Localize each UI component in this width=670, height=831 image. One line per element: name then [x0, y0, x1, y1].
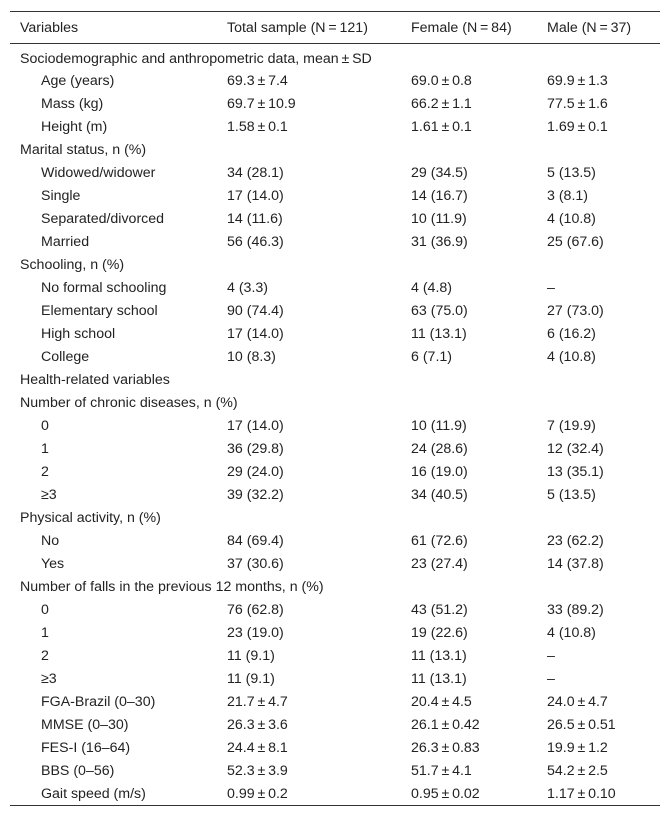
variable-cell: Mass (kg)	[41, 95, 104, 112]
variable-cell: Age (years)	[41, 72, 115, 89]
male-cell: 4 (10.8)	[547, 348, 596, 365]
table-body	[10, 44, 660, 806]
male-cell: 14 (37.8)	[547, 555, 604, 572]
female-cell: 19 (22.6)	[411, 624, 468, 641]
total-sample-cell: 34 (28.1)	[227, 164, 284, 181]
total-sample-cell: 23 (19.0)	[227, 624, 284, 641]
female-cell: 24 (28.6)	[411, 440, 468, 457]
total-sample-cell: 0.99 ± 0.2	[227, 785, 288, 802]
male-cell: 5 (13.5)	[547, 486, 596, 503]
female-cell: 10 (11.9)	[411, 210, 467, 227]
section-label: Number of chronic diseases, n (%)	[20, 394, 238, 411]
variable-cell: High school	[41, 325, 116, 342]
section-label: Physical activity, n (%)	[20, 509, 161, 526]
total-sample-cell: 39 (32.2)	[227, 486, 284, 503]
total-sample-cell: 26.3 ± 3.6	[227, 716, 288, 733]
female-cell: 10 (11.9)	[411, 417, 467, 434]
table-row	[10, 437, 660, 460]
variable-cell: 2	[41, 647, 49, 664]
male-cell: 27 (73.0)	[547, 302, 604, 319]
variable-cell: Elementary school	[41, 302, 158, 319]
female-cell: 61 (72.6)	[411, 532, 468, 549]
table-row	[10, 529, 660, 552]
variable-cell: Single	[41, 187, 81, 204]
variable-cell: FES-I (16–64)	[41, 739, 131, 756]
table-row	[10, 230, 660, 253]
section-row	[10, 506, 660, 529]
total-sample-cell: 69.7 ± 10.9	[227, 95, 296, 112]
characteristics-table-container	[10, 11, 660, 806]
variable-cell: College	[41, 348, 90, 365]
total-sample-cell: 24.4 ± 8.1	[227, 739, 288, 756]
male-cell: 33 (89.2)	[547, 601, 604, 618]
section-label: Number of falls in the previous 12 months, n (%)	[20, 578, 324, 595]
male-cell: 3 (8.1)	[547, 187, 589, 204]
total-sample-cell: 11 (9.1)	[227, 670, 275, 687]
female-cell: 63 (75.0)	[411, 302, 468, 319]
table-row	[10, 414, 660, 437]
section-row	[10, 253, 660, 276]
male-cell: 5 (13.5)	[547, 164, 596, 181]
female-cell: 4 (4.8)	[411, 279, 453, 296]
section-row	[10, 575, 660, 598]
female-cell: 34 (40.5)	[411, 486, 468, 503]
female-cell: 6 (7.1)	[411, 348, 453, 365]
male-cell: 12 (32.4)	[547, 440, 604, 457]
female-cell: 11 (13.1)	[411, 325, 467, 342]
male-cell: 54.2 ± 2.5	[547, 762, 608, 779]
total-sample-cell: 17 (14.0)	[227, 187, 284, 204]
table-row	[10, 69, 660, 92]
female-cell: 23 (27.4)	[411, 555, 468, 572]
female-cell: 1.61 ± 0.1	[411, 118, 472, 135]
variable-cell: Married	[41, 233, 90, 250]
male-cell: 4 (10.8)	[547, 210, 596, 227]
section-label: Schooling, n (%)	[20, 256, 125, 273]
variable-cell: FGA-Brazil (0–30)	[41, 693, 156, 710]
total-sample-cell: 21.7 ± 4.7	[227, 693, 288, 710]
section-label: Health-related variables	[20, 371, 170, 388]
variable-cell: Yes	[41, 555, 65, 572]
variable-cell: Widowed/widower	[41, 164, 156, 181]
variable-cell: 1	[41, 440, 49, 457]
variable-cell: ≥3	[41, 486, 57, 503]
section-row	[10, 138, 660, 161]
male-cell: 4 (10.8)	[547, 624, 596, 641]
table-row	[10, 713, 660, 736]
variable-cell: Gait speed (m/s)	[41, 785, 146, 802]
variable-cell: 0	[41, 417, 49, 434]
female-cell: 29 (34.5)	[411, 164, 468, 181]
male-cell: 13 (35.1)	[547, 463, 604, 480]
table-row	[10, 161, 660, 184]
total-sample-cell: 17 (14.0)	[227, 417, 284, 434]
table-row	[10, 184, 660, 207]
characteristics-table	[10, 11, 660, 806]
section-row	[10, 391, 660, 414]
total-sample-cell: 37 (30.6)	[227, 555, 284, 572]
total-sample-cell: 69.3 ± 7.4	[227, 72, 288, 89]
total-sample-cell: 56 (46.3)	[227, 233, 284, 250]
female-cell: 26.1 ± 0.42	[411, 716, 480, 733]
male-cell: 69.9 ± 1.3	[547, 72, 608, 89]
male-cell: –	[547, 279, 555, 296]
male-cell: –	[547, 647, 555, 664]
male-cell: 19.9 ± 1.2	[547, 739, 608, 756]
table-row	[10, 460, 660, 483]
male-cell: 23 (62.2)	[547, 532, 604, 549]
table-row	[10, 644, 660, 667]
table-row	[10, 207, 660, 230]
section-row	[10, 44, 660, 70]
male-cell: 1.69 ± 0.1	[547, 118, 608, 135]
total-sample-cell: 17 (14.0)	[227, 325, 284, 342]
male-cell: 6 (16.2)	[547, 325, 596, 342]
table-row	[10, 299, 660, 322]
total-sample-cell: 90 (74.4)	[227, 302, 284, 319]
female-cell: 0.95 ± 0.02	[411, 785, 480, 802]
total-sample-cell: 10 (8.3)	[227, 348, 276, 365]
total-sample-cell: 11 (9.1)	[227, 647, 275, 664]
table-row	[10, 322, 660, 345]
male-cell: –	[547, 670, 555, 687]
section-label: Marital status, n (%)	[20, 141, 147, 158]
female-cell: 11 (13.1)	[411, 647, 467, 664]
total-sample-cell: 36 (29.8)	[227, 440, 284, 457]
variable-cell: Separated/divorced	[41, 210, 165, 227]
header-male: Male (N = 37)	[547, 19, 632, 36]
section-row	[10, 368, 660, 391]
total-sample-cell: 52.3 ± 3.9	[227, 762, 288, 779]
female-cell: 69.0 ± 0.8	[411, 72, 472, 89]
table-row	[10, 483, 660, 506]
female-cell: 26.3 ± 0.83	[411, 739, 480, 756]
female-cell: 31 (36.9)	[411, 233, 468, 250]
header-total-sample: Total sample (N = 121)	[227, 19, 368, 36]
variable-cell: Height (m)	[41, 118, 108, 135]
total-sample-cell: 4 (3.3)	[227, 279, 269, 296]
header-female: Female (N = 84)	[411, 19, 512, 36]
variable-cell: 0	[41, 601, 49, 618]
table-row	[10, 92, 660, 115]
male-cell: 1.17 ± 0.10	[547, 785, 616, 802]
male-cell: 25 (67.6)	[547, 233, 604, 250]
total-sample-cell: 14 (11.6)	[227, 210, 283, 227]
female-cell: 14 (16.7)	[411, 187, 468, 204]
female-cell: 16 (19.0)	[411, 463, 468, 480]
total-sample-cell: 29 (24.0)	[227, 463, 284, 480]
header-row	[10, 12, 660, 44]
total-sample-cell: 1.58 ± 0.1	[227, 118, 288, 135]
total-sample-cell: 76 (62.8)	[227, 601, 284, 618]
female-cell: 51.7 ± 4.1	[411, 762, 472, 779]
table-row	[10, 598, 660, 621]
total-sample-cell: 84 (69.4)	[227, 532, 284, 549]
variable-cell: 1	[41, 624, 49, 641]
variable-cell: MMSE (0–30)	[41, 716, 129, 733]
table-row	[10, 276, 660, 299]
table-row	[10, 667, 660, 690]
header-variables: Variables	[20, 19, 79, 36]
female-cell: 11 (13.1)	[411, 670, 467, 687]
table-row	[10, 690, 660, 713]
table-row	[10, 759, 660, 782]
male-cell: 24.0 ± 4.7	[547, 693, 608, 710]
variable-cell: ≥3	[41, 670, 57, 687]
female-cell: 20.4 ± 4.5	[411, 693, 472, 710]
table-row	[10, 552, 660, 575]
variable-cell: BBS (0–56)	[41, 762, 115, 779]
male-cell: 77.5 ± 1.6	[547, 95, 608, 112]
variable-cell: No	[41, 532, 60, 549]
table-row	[10, 621, 660, 644]
male-cell: 7 (19.9)	[547, 417, 596, 434]
variable-cell: No formal schooling	[41, 279, 167, 296]
table-row	[10, 115, 660, 138]
variable-cell: 2	[41, 463, 49, 480]
female-cell: 43 (51.2)	[411, 601, 468, 618]
male-cell: 26.5 ± 0.51	[547, 716, 616, 733]
table-header	[10, 12, 660, 44]
female-cell: 66.2 ± 1.1	[411, 95, 472, 112]
section-label: Sociodemographic and anthropometric data, mean ± SD	[20, 50, 372, 67]
table-row	[10, 345, 660, 368]
table-row	[10, 736, 660, 759]
table-row	[10, 782, 660, 806]
